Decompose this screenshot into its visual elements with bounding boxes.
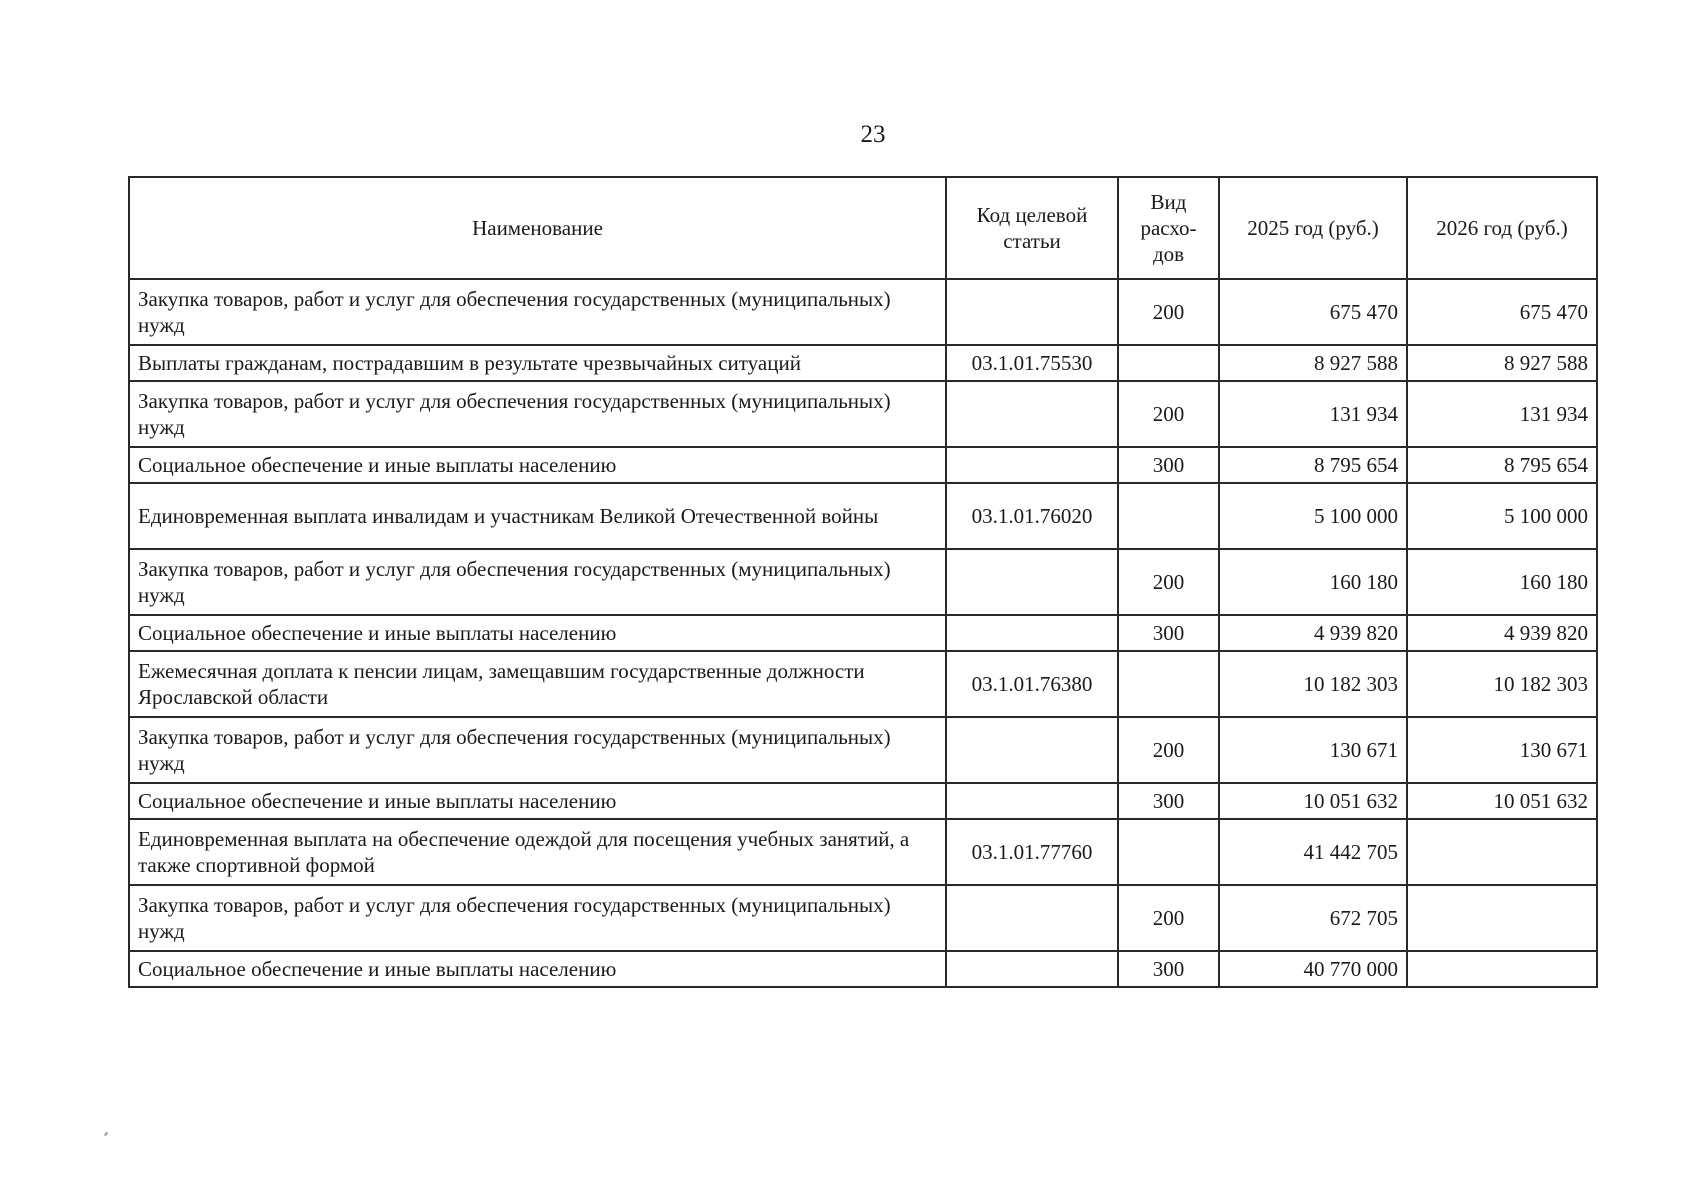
- table-row: [129, 885, 1597, 951]
- cell-2026: 675 470: [1407, 279, 1597, 345]
- cell-name: Закупка товаров, работ и услуг для обеспечения государственных (муниципальных) нужд: [129, 885, 946, 951]
- cell-code: [946, 783, 1118, 819]
- cell-2025: 8 795 654: [1219, 447, 1407, 483]
- cell-name: Социальное обеспечение и иные выплаты населению: [129, 783, 946, 819]
- cell-2026: 4 939 820: [1407, 615, 1597, 651]
- cell-kind: 200: [1118, 885, 1219, 951]
- table-row: [129, 381, 1597, 447]
- cell-kind: 300: [1118, 951, 1219, 987]
- table-header-row: [129, 177, 1597, 279]
- cell-2025: 160 180: [1219, 549, 1407, 615]
- cell-2026: 130 671: [1407, 717, 1597, 783]
- cell-kind: 300: [1118, 615, 1219, 651]
- table-row: [129, 345, 1597, 381]
- cell-2026: 131 934: [1407, 381, 1597, 447]
- cell-2025: 5 100 000: [1219, 483, 1407, 549]
- cell-2025: 130 671: [1219, 717, 1407, 783]
- cell-code: 03.1.01.76020: [946, 483, 1118, 549]
- cell-code: [946, 279, 1118, 345]
- cell-name: Закупка товаров, работ и услуг для обеспечения государственных (муниципальных) нужд: [129, 279, 946, 345]
- cell-2026: 160 180: [1407, 549, 1597, 615]
- cell-kind: 200: [1118, 549, 1219, 615]
- page-number: 23: [860, 121, 886, 148]
- header-kind: Вид расхо-дов: [1118, 177, 1219, 279]
- cell-kind: [1118, 483, 1219, 549]
- cell-name: Единовременная выплата на обеспечение одеждой для посещения учебных занятий, а также спортивной формой: [129, 819, 946, 885]
- header-2025: 2025 год (руб.): [1219, 177, 1407, 279]
- cell-2026: [1407, 819, 1597, 885]
- cell-name: Социальное обеспечение и иные выплаты населению: [129, 615, 946, 651]
- table-row: [129, 549, 1597, 615]
- cell-2026: 8 795 654: [1407, 447, 1597, 483]
- cell-2025: 41 442 705: [1219, 819, 1407, 885]
- cell-code: 03.1.01.76380: [946, 651, 1118, 717]
- cell-kind: 200: [1118, 279, 1219, 345]
- cell-name: Закупка товаров, работ и услуг для обеспечения государственных (муниципальных) нужд: [129, 549, 946, 615]
- cell-kind: 200: [1118, 717, 1219, 783]
- cell-2025: 131 934: [1219, 381, 1407, 447]
- header-code: Код целевой статьи: [946, 177, 1118, 279]
- cell-2026: 10 182 303: [1407, 651, 1597, 717]
- cell-name: Ежемесячная доплата к пенсии лицам, замещавшим государственные должности Ярославской области: [129, 651, 946, 717]
- cell-code: [946, 717, 1118, 783]
- cell-2025: 10 182 303: [1219, 651, 1407, 717]
- cell-name: Выплаты гражданам, пострадавшим в результате чрезвычайных ситуаций: [129, 345, 946, 381]
- scan-speck: [104, 1132, 108, 1136]
- cell-code: [946, 615, 1118, 651]
- table-row: [129, 819, 1597, 885]
- cell-kind: [1118, 345, 1219, 381]
- table-row: [129, 717, 1597, 783]
- cell-code: [946, 381, 1118, 447]
- cell-name: Закупка товаров, работ и услуг для обеспечения государственных (муниципальных) нужд: [129, 381, 946, 447]
- header-2026: 2026 год (руб.): [1407, 177, 1597, 279]
- cell-2025: 10 051 632: [1219, 783, 1407, 819]
- table-row: [129, 951, 1597, 987]
- cell-2025: 675 470: [1219, 279, 1407, 345]
- table-row: [129, 447, 1597, 483]
- budget-table: [128, 176, 1598, 988]
- cell-2026: [1407, 951, 1597, 987]
- table-row: [129, 279, 1597, 345]
- cell-name: Социальное обеспечение и иные выплаты населению: [129, 951, 946, 987]
- cell-kind: [1118, 651, 1219, 717]
- cell-2025: 40 770 000: [1219, 951, 1407, 987]
- cell-2026: 8 927 588: [1407, 345, 1597, 381]
- cell-2026: [1407, 885, 1597, 951]
- cell-kind: 200: [1118, 381, 1219, 447]
- cell-2025: 672 705: [1219, 885, 1407, 951]
- cell-name: Единовременная выплата инвалидам и участникам Великой Отечественной войны: [129, 483, 946, 549]
- cell-2025: 4 939 820: [1219, 615, 1407, 651]
- cell-code: 03.1.01.75530: [946, 345, 1118, 381]
- cell-code: [946, 951, 1118, 987]
- table-row: [129, 483, 1597, 549]
- table-row: [129, 615, 1597, 651]
- cell-2026: 10 051 632: [1407, 783, 1597, 819]
- cell-name: Социальное обеспечение и иные выплаты населению: [129, 447, 946, 483]
- table-row: [129, 783, 1597, 819]
- cell-2025: 8 927 588: [1219, 345, 1407, 381]
- cell-code: [946, 447, 1118, 483]
- cell-code: 03.1.01.77760: [946, 819, 1118, 885]
- cell-kind: 300: [1118, 783, 1219, 819]
- header-name: Наименование: [129, 177, 946, 279]
- table-row: [129, 651, 1597, 717]
- cell-code: [946, 549, 1118, 615]
- cell-name: Закупка товаров, работ и услуг для обеспечения государственных (муниципальных) нужд: [129, 717, 946, 783]
- cell-2026: 5 100 000: [1407, 483, 1597, 549]
- cell-kind: 300: [1118, 447, 1219, 483]
- cell-code: [946, 885, 1118, 951]
- cell-kind: [1118, 819, 1219, 885]
